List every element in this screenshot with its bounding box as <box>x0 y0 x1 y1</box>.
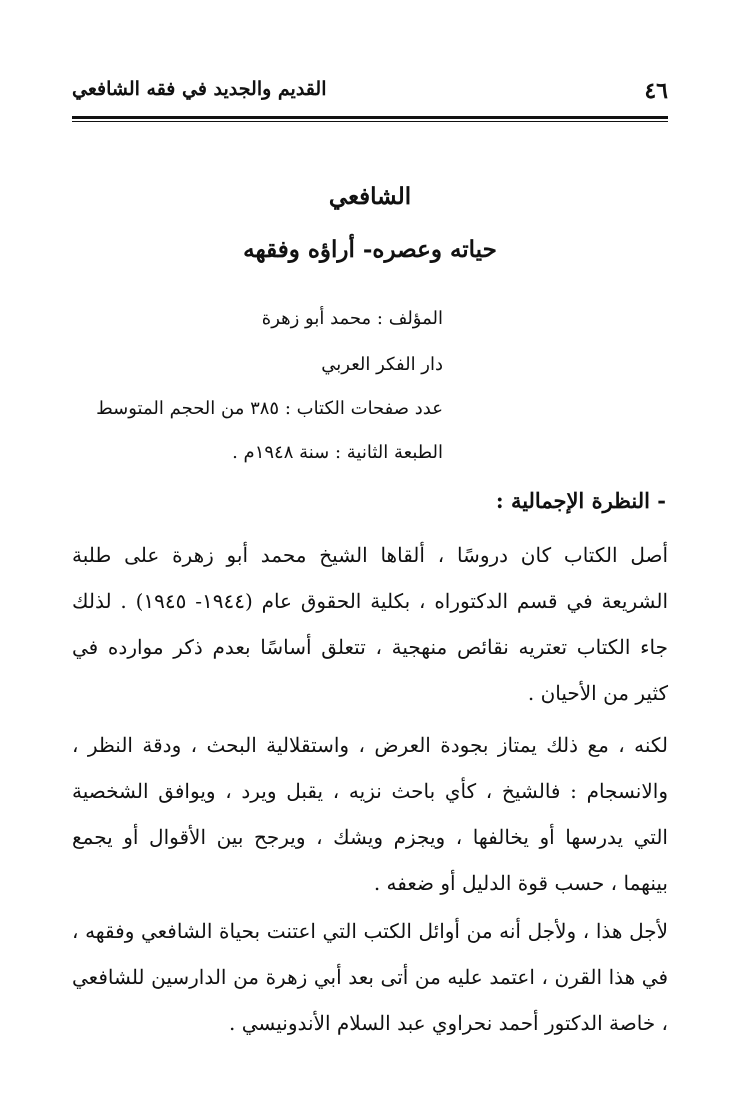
edition-line: الطبعة الثانية : سنة ١٩٤٨م . <box>232 442 443 463</box>
book-title: الشافعي <box>328 183 412 210</box>
section-heading: - النظرة الإجمالية : <box>495 488 666 513</box>
paragraph-1: أصل الكتاب كان دروسًا ، ألقاها الشيخ محمد أبو زهرة على طلبة الشريعة في قسم الدكتوراه ، بكلية الحقوق عام (١٩٤٤- ١٩٤٥) . لذلك جاء الكتاب تعتريه نقائص منهجية ، تتعلق أساسًا بعدم ذكر موارده في كثير من الأحيان . <box>72 543 668 705</box>
book-subtitle: حياته وعصره- أراؤه وفقهه <box>243 236 497 263</box>
header-rule-thin <box>72 121 668 122</box>
author-line: المؤلف : محمد أبو زهرة <box>261 308 443 329</box>
paragraph-2: لكنه ، مع ذلك يمتاز بجودة العرض ، واستقلالية البحث ، ودقة النظر ، والانسجام : فالشيخ ، كأي باحث نزيه ، يقبل ويرد ، ويوافق الشخصية التي يدرسها أو يخالفها ، ويجزم ويشك ، ويرجح بين الأقوال أو يجمع بينهما ، حسب قوة الدليل أو ضعفه . <box>72 733 668 895</box>
running-title: القديم والجديد في فقه الشافعي <box>72 78 327 100</box>
running-header <box>72 76 668 112</box>
header-rule-thick <box>72 116 668 119</box>
publisher-line: دار الفكر العربي <box>321 354 443 375</box>
page-count-line: عدد صفحات الكتاب : ٣٨٥ من الحجم المتوسط <box>96 398 443 419</box>
page-number: ٤٦ <box>644 78 668 104</box>
paragraph-3: لأجل هذا ، ولأجل أنه من أوائل الكتب التي اعتنت بحياة الشافعي وفقهه ، في هذا القرن ، اعتمد عليه من أتى بعد أبي زهرة من الدارسين للشافعي ، خاصة الدكتور أحمد نحراوي عبد السلام الأندونيسي . <box>72 919 668 1035</box>
